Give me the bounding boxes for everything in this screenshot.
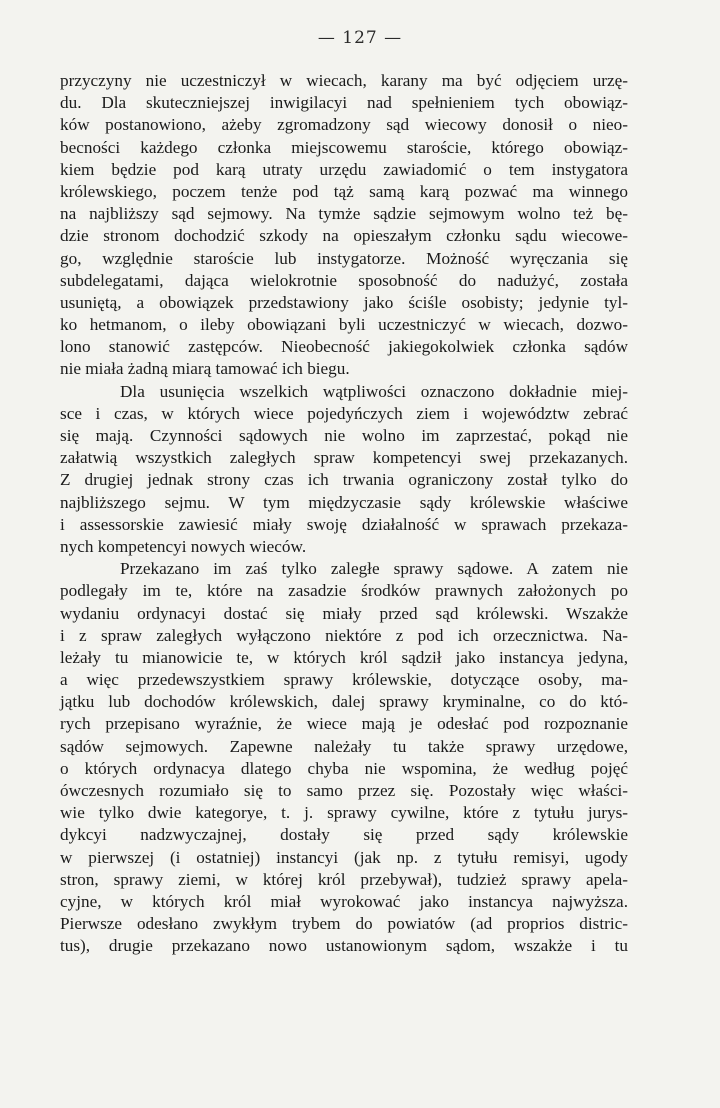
text-line: Przekazano im zaś tylko zaległe sprawy sądowe. A zatem nie (120, 559, 628, 579)
text-line: usuniętą, a obowiązek przedstawiony jako ściśle osobisty; jedynie tyl- (60, 292, 628, 312)
text-line: sce i czas, w których wiece pojedyńczych ziem i województw zebrać (60, 403, 628, 423)
text-line: na najbliższy sąd sejmowy. Na tymże sądzie sejmowym wolno też bę- (60, 204, 628, 224)
text-line: i assessorskie zawiesić miały swoję działalność w sprawach przekaza- (60, 514, 628, 534)
text-line: Dla usunięcia wszelkich wątpliwości oznaczono dokładnie miej- (120, 381, 628, 401)
text-line: w pierwszej (i ostatniej) instancyi (jak np. z tytułu remisyi, ugody (60, 847, 628, 867)
text-line: się mają. Czynności sądowych nie wolno im zaprzestać, pokąd nie (60, 426, 628, 445)
text-line: du. Dla skuteczniejszej inwigilacyi nad spełnieniem tych obowiąz- (60, 93, 628, 113)
text-line: załatwią wszystkich zaległych spraw kompetencyi swej przekazanych. (60, 448, 628, 468)
text-line: go, względnie staroście lub instygatorze. Możność wyręczania się (60, 248, 628, 268)
text-line: dykcyi nadzwyczajnej, dostały się przed sądy królewskie (60, 825, 628, 845)
text-line: nie miała żadną miarą tamować ich biegu. (60, 359, 350, 379)
text-line: kiem będzie pod karą utraty urzędu zawiadomić o tem instygatora (60, 159, 628, 179)
text-line: Z drugiej jednak strony czas ich trwania ograniczony został tylko do (60, 470, 628, 490)
text-line: podlegały im te, które na zasadzie środków prawnych założonych po (60, 581, 628, 601)
text-line: nych kompetencyi nowych wieców. (60, 536, 307, 556)
text-line: sądów sejmowych. Zapewne należały tu także sprawy urzędowe, (60, 736, 628, 756)
text-line: stron, sprawy ziemi, w której król przebywał), tudzież sprawy apela- (60, 869, 628, 889)
text-line: leżały tu mianowicie te, w których król sądził jako instancya jedyna, (60, 647, 628, 667)
text-line: o których ordynacya dlatego chyba nie wspomina, że według pojęć (60, 758, 628, 778)
text-line: a więc przedewszystkiem sprawy królewskie, dotyczące osoby, ma- (60, 670, 628, 690)
text-line: Pierwsze odesłano zwykłym trybem do powiatów (ad proprios distric- (60, 914, 628, 934)
text-line: wie tylko dwie kategorye, t. j. sprawy cywilne, które z tytułu jurys- (60, 803, 628, 823)
text-line: dzie stronom dochodzić szkody na opieszałym członku sądu wiecowe- (60, 226, 628, 246)
text-line: becności każdego członka miejscowemu staroście, którego obowiąz- (60, 137, 628, 157)
text-line: tus), drugie przekazano nowo ustanowionym sądom, wszakże i tu (60, 936, 628, 956)
text-line: i z spraw zaległych wyłączono niektóre z pod ich orzecznictwa. Na- (60, 625, 628, 645)
text-line: cyjne, w których król miał wyrokować jako instancya najwyższa. (60, 891, 628, 911)
text-line: jątku lub dochodów królewskich, dalej sprawy kryminalne, co do któ- (60, 692, 628, 712)
text-line: ków postanowiono, ażeby zgromadzony sąd wiecowy donosił o nieo- (60, 115, 628, 135)
text-line: rych przepisano wyraźnie, że wiece mają je odesłać pod rozpoznanie (60, 714, 628, 734)
page-number: — 127 — (317, 28, 403, 48)
text-line: ko hetmanom, o ileby obowiązani byli uczestniczyć w wiecach, dozwo- (60, 315, 628, 335)
body-text (60, 70, 628, 958)
text-line: wydaniu ordynacyi dostać się miały przed sąd królewski. Wszakże (60, 603, 628, 623)
text-line: najbliższego sejmu. W tym międzyczasie sądy królewskie właściwe (60, 492, 628, 512)
text-line: lono stanowić zastępców. Nieobecność jakiegokolwiek członka sądów (60, 337, 628, 357)
text-line: przyczyny nie uczestniczył w wiecach, karany ma być odjęciem urzę- (60, 71, 628, 90)
text-line: subdelegatami, dająca wielokrotnie sposobność do nadużyć, została (60, 270, 628, 290)
text-line: królewskiego, poczem tenże pod tąż samą karą pozwać ma winnego (60, 181, 628, 201)
text-line: ówczesnych rozumiało się to samo przez się. Pozostały więc właści- (60, 781, 628, 800)
